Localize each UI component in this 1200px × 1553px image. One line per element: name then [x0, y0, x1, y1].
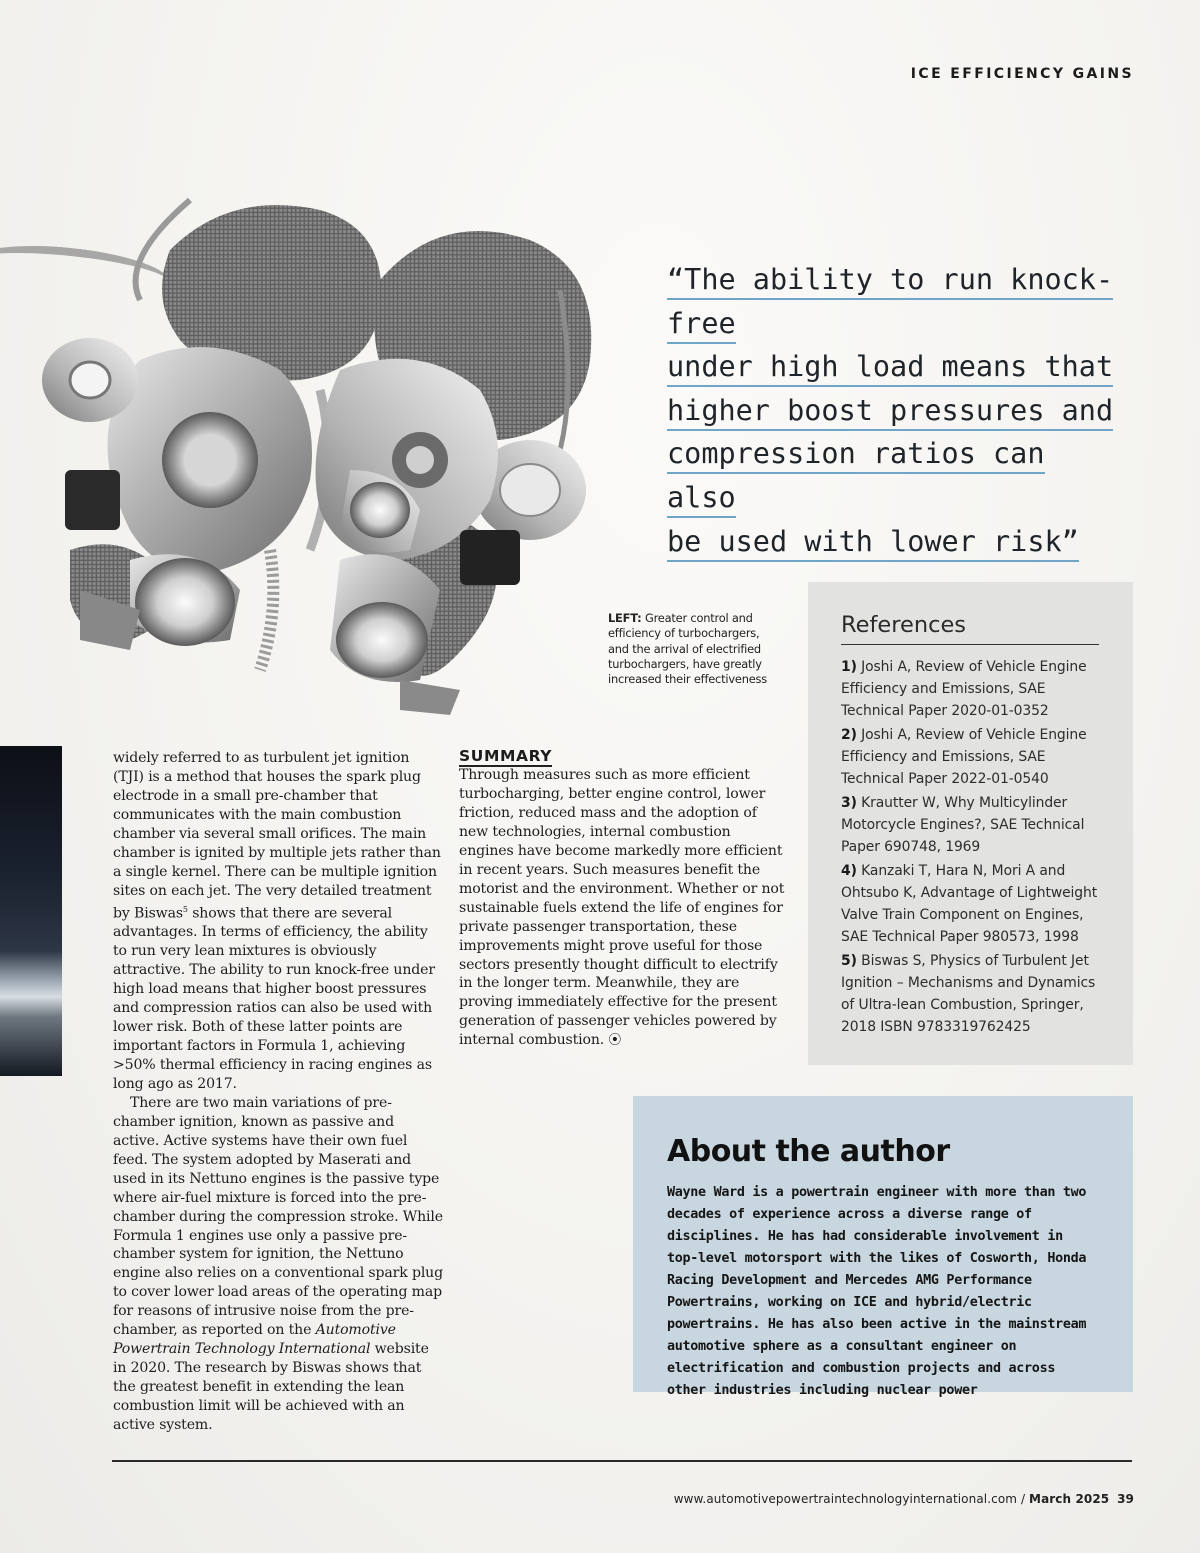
summary-text: Through measures such as more efficient turbocharging, better engine control, lower friction, reduced mass and the adoption of new technologies, internal combustion engines have become markedly more efficient in recent years. Such measures benefit the motorist and the environment. Whether or not sustainable fuels extend the life of engines for private passenger transportation, these improvements might prove useful for those sectors presently thought difficult to electrify in the longer term. Meanwhile, they are proving immediately effective for the present generation of passenger vehicles powered by internal combustion. ⦿: [459, 767, 785, 1049]
footer-date: March 2025: [1029, 1492, 1110, 1506]
reference-item: 5) Biswas S, Physics of Turbulent Jet Ignition – Mechanisms and Dynamics of Ultra-lean Combustion, Springer, 2018 ISBN 9783319762425: [841, 953, 1096, 1035]
figure-caption: [608, 611, 778, 687]
caption-text: Greater control and efficiency of turbochargers, and the arrival of electrified turbochargers, have greatly increased their effectiveness: [608, 611, 767, 687]
page-number: 39: [1117, 1492, 1134, 1506]
footer-divider: [112, 1460, 1132, 1462]
article-paragraph: There are two main variations of pre-chamber ignition, known as passive and active. Active systems have their own fuel feed. The system adopted by Maserati and used in its Nettuno engines is the passive type where air-fuel mixture is forced into the pre-chamber during the compression stroke. While Formula 1 engines use only a passive pre-chamber system for ignition, the Nettuno engine also relies on a conventional spark plug to cover lower load areas of the operating map for reasons of intrusive noise from the pre-chamber, as reported on the Automotive Powertrain Technology International website in 2020. The research by Biswas shows that the greatest benefit in extending the lean combustion limit will be achieved with an active system.: [113, 1094, 443, 1434]
pull-quote-line: under high load means that: [667, 345, 1127, 389]
pull-quote: [667, 258, 1127, 563]
page-footer: [674, 1492, 1134, 1506]
section-label: ICE EFFICIENCY GAINS: [910, 66, 1134, 82]
pull-quote-line: “The ability to run knock-free: [667, 258, 1127, 345]
pull-quote-line: be used with lower risk”: [667, 520, 1127, 564]
edge-photo: [0, 746, 62, 1076]
about-author-title: About the author: [667, 1134, 950, 1169]
reference-item: 2) Joshi A, Review of Vehicle Engine Efficiency and Emissions, SAE Technical Paper 2022-01-0540: [841, 727, 1087, 787]
pull-quote-line: compression ratios can also: [667, 432, 1127, 519]
references-box: [808, 582, 1133, 1065]
about-author-bio: Wayne Ward is a powertrain engineer with more than two decades of experience across a diverse range of disciplines. He has had considerable involvement in top-level motorsport with the likes of Cosworth, Honda Racing Development and Mercedes AMG Performance Powertrains, working on ICE and hybrid/electric powertrains. He has also been active in the mainstream automotive sphere as a consultant engineer on electrification and combustion projects and across other industries including nuclear power: [667, 1185, 1087, 1398]
references-title: References: [841, 612, 1099, 645]
article-paragraph: widely referred to as turbulent jet ignition (TJI) is a method that houses the spark plug electrode in a small pre-chamber that communicates with the main combustion chamber via several small orifices. The main chamber is ignited by multiple jets rather than a single kernel. There can be multiple ignition sites on each jet. The very detailed treatment by Biswas$^5$ shows that there are several advantages. In terms of efficiency, the ability to run very lean mixtures is obviously attractive. The ability to run knock-free under high load means that higher boost pressures and compression ratios can also be used with lower risk. Both of these latter points are important factors in Formula 1, achieving >50% thermal efficiency in racing engines as long ago as 2017.: [113, 750, 441, 1092]
references-list: [841, 656, 1111, 1040]
article-column-left: [113, 749, 443, 1435]
pull-quote-line: higher boost pressures and: [667, 389, 1127, 433]
twin-turbocharger-image: [20, 170, 660, 730]
reference-item: 3) Krautter W, Why Multicylinder Motorcycle Engines?, SAE Technical Paper 690748, 1969: [841, 795, 1085, 855]
about-author-box: [633, 1096, 1133, 1398]
summary-heading: SUMMARY: [459, 747, 553, 765]
footer-url: www.automotivepowertraintechnologyinternational.com /: [673, 1492, 1030, 1506]
reference-item: 1) Joshi A, Review of Vehicle Engine Efficiency and Emissions, SAE Technical Paper 2020-01-0352: [841, 659, 1087, 719]
reference-item: 4) Kanzaki T, Hara N, Mori A and Ohtsubo K, Advantage of Lightweight Valve Train Component on Engines, SAE Technical Paper 980573, 1998: [841, 863, 1098, 945]
caption-label: LEFT:: [608, 611, 642, 625]
end-mark-icon: ⦿: [608, 1033, 622, 1049]
